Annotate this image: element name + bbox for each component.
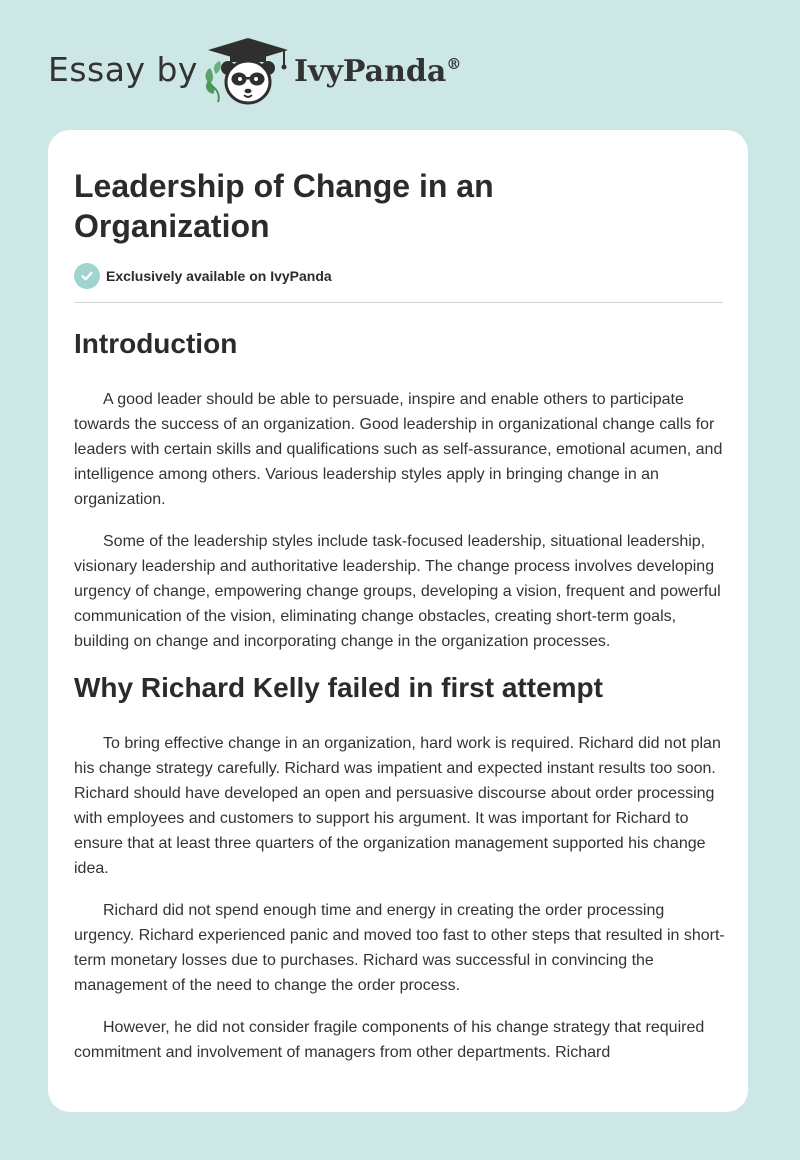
essay-title: Leadership of Change in an Organization: [74, 168, 494, 244]
paragraph: To bring effective change in an organization, hard work is required. Richard did not plan his change strategy carefully. Richard was impatient and expected instant results too soon. Richard should have developed an open and persuasive discourse about order processing with employees and customers to support his argument. It was important for Richard to ensure that at least three quarters of the organization management supported his change idea.: [74, 735, 721, 877]
ivypanda-logo-icon[interactable]: [200, 36, 296, 108]
exclusive-badge: [74, 263, 332, 289]
brand-name-text: IvyPanda: [294, 54, 447, 89]
paragraph: Some of the leadership styles include task-focused leadership, situational leadership, visionary leadership and authoritative leadership. The change process involves developing urgency of change, empowering change groups, developing a vision, frequent and powerful communication of the vision, eliminating change obstacles, creating short-term goals, building on change and incorporating change in the organization processes.: [74, 533, 721, 650]
paragraph: A good leader should be able to persuade, inspire and enable others to participate towards the success of an organization. Good leadership in organizational change calls for leaders with certain skills and qualifications such as self-assurance, emotional acumen, and intelligence among others. Various leadership styles apply in bringing change in an organization.: [74, 391, 723, 508]
essay-card: [48, 130, 748, 1112]
title-divider: [74, 302, 723, 303]
essay-body: [74, 326, 726, 1065]
section-heading-why-richard-failed: Why Richard Kelly failed in first attempt: [74, 672, 603, 703]
site-header: [0, 0, 800, 130]
check-icon: [74, 263, 100, 289]
registered-mark: ®: [446, 55, 462, 73]
paragraph: However, he did not consider fragile components of his change strategy that required commitment and involvement of managers from other departments. Richard: [74, 1019, 705, 1061]
ivypanda-brand-link[interactable]: [294, 54, 461, 89]
paragraph: Richard did not spend enough time and energy in creating the order processing urgency. Richard experienced panic and moved too fast to other steps that resulted in short-term monetary losses due to purchases. Richard was successful in convincing the management of the need to change the order process.: [74, 902, 725, 994]
section-heading-introduction: Introduction: [74, 328, 238, 359]
exclusive-label: Exclusively available on IvyPanda: [106, 268, 332, 284]
essay-by-label: Essay by: [48, 50, 198, 89]
